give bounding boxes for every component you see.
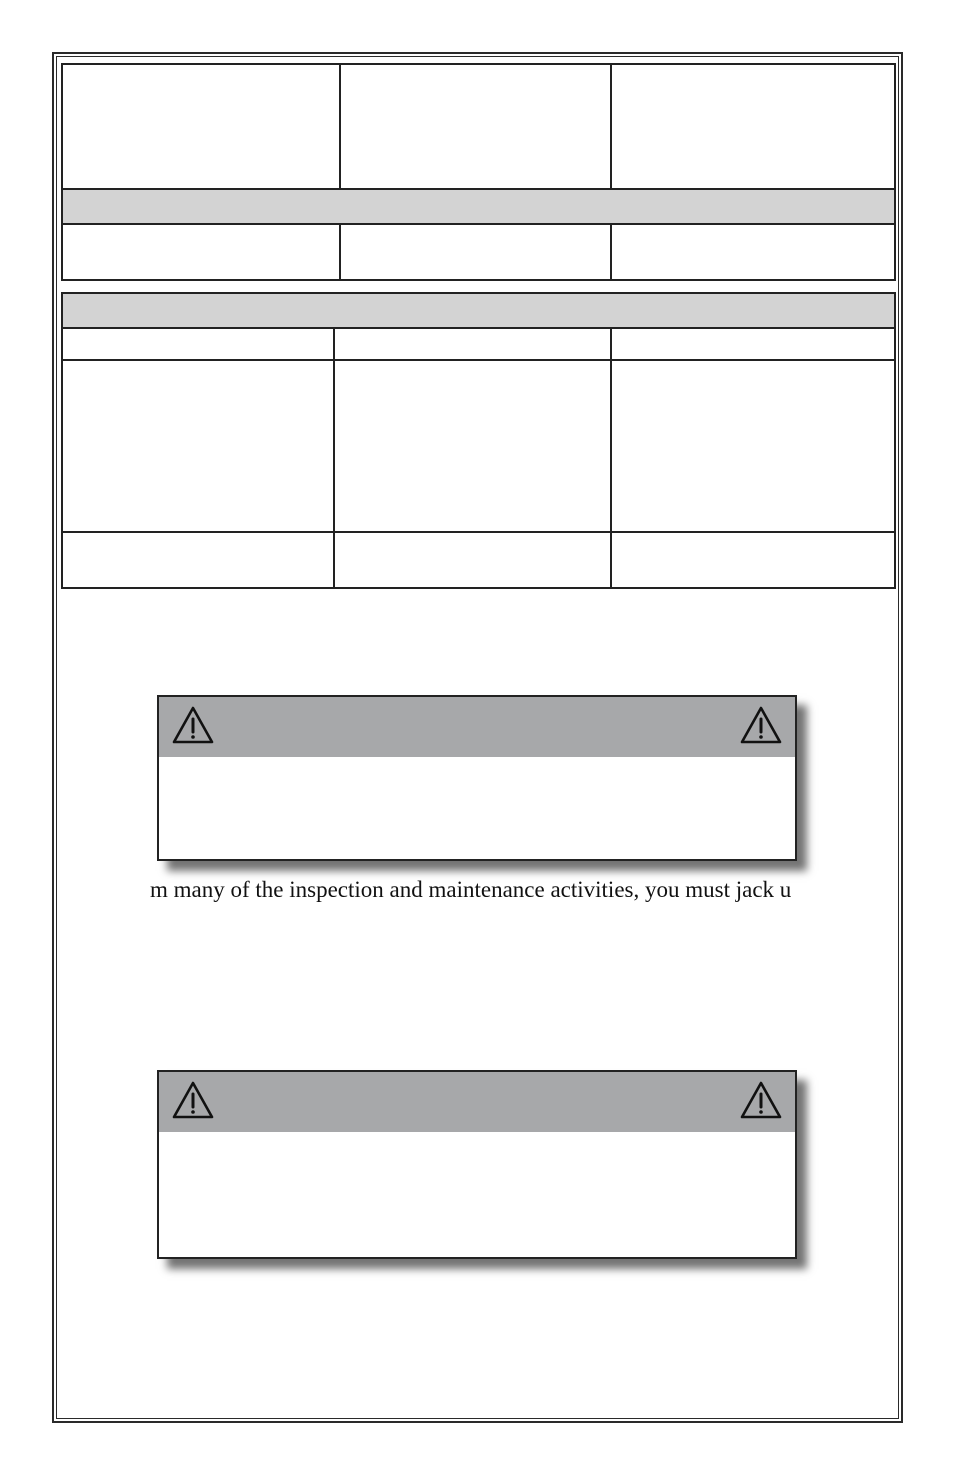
table-section-band — [62, 293, 895, 328]
table-cell — [334, 532, 611, 588]
warning-box — [157, 695, 797, 861]
table-row — [62, 360, 895, 532]
warning-box — [157, 1070, 797, 1259]
table-cell — [62, 360, 334, 532]
table-cell — [62, 64, 340, 189]
table-header-row — [62, 328, 895, 360]
table-cell — [62, 532, 334, 588]
table-cell — [611, 64, 895, 189]
table-cell — [340, 64, 611, 189]
body-text: m many of the inspection and maintenance activities, you must jack u — [150, 877, 792, 902]
warning-triangle-icon — [171, 705, 215, 745]
table-cell — [340, 224, 611, 280]
table-header-cell — [611, 328, 895, 360]
table-band-cell — [62, 293, 895, 328]
table-cell — [62, 224, 340, 280]
specifications-table-bottom — [61, 292, 896, 589]
table-row — [62, 532, 895, 588]
table-row — [62, 224, 895, 280]
warning-header — [159, 1072, 795, 1132]
table-cell — [611, 360, 895, 532]
specifications-table-top — [61, 63, 896, 281]
body-text-line — [150, 877, 824, 902]
table-header-cell — [62, 328, 334, 360]
warning-triangle-icon — [739, 705, 783, 745]
warning-triangle-icon — [171, 1080, 215, 1120]
table-cell — [611, 224, 895, 280]
table-row — [62, 64, 895, 189]
warning-triangle-icon — [739, 1080, 783, 1120]
table-band-cell — [62, 189, 895, 224]
table-section-band — [62, 189, 895, 224]
warning-header — [159, 697, 795, 757]
table-cell — [611, 532, 895, 588]
table-header-cell — [334, 328, 611, 360]
table-cell — [334, 360, 611, 532]
